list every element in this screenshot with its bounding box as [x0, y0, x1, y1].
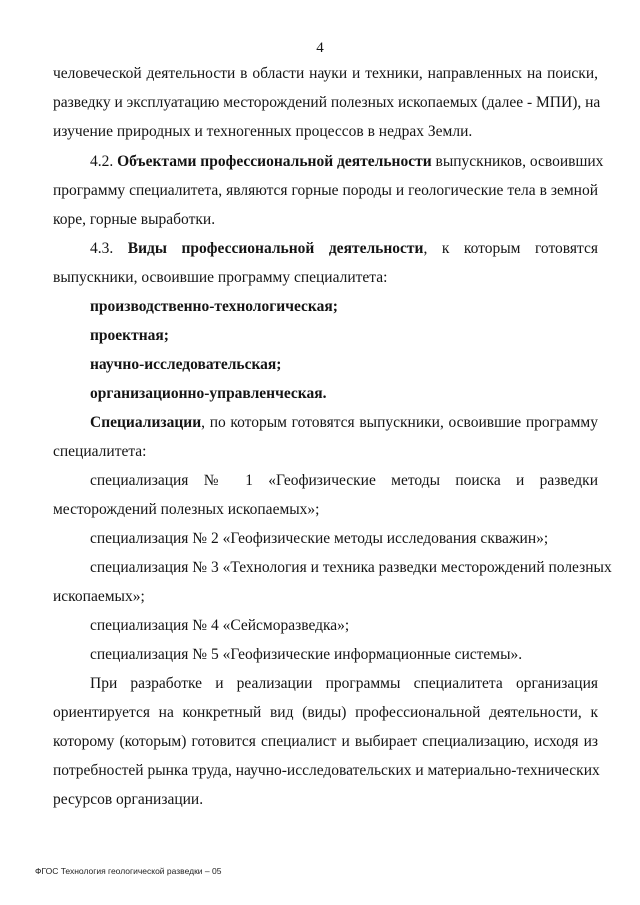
activity-type-item: научно-исследовательская;: [90, 356, 282, 373]
specialization-1-line-1: специализация № 1 «Геофизические методы поиска и разведки: [90, 472, 598, 489]
paragraph-4-3-line-2: выпускники, освоившие программу специалитета:: [53, 269, 388, 286]
paragraph-4-2-line-3: коре, горные выработки.: [53, 211, 216, 228]
paragraph-5-line-5: ресурсов организации.: [53, 791, 204, 808]
specialization-1-line-2: месторождений полезных ископаемых»;: [53, 501, 320, 518]
specialization-5: специализация № 5 «Геофизические информационные системы».: [90, 646, 523, 663]
paragraph-1-line-2: разведку и эксплуатацию месторождений полезных ископаемых (далее - МПИ), на: [53, 94, 601, 111]
bold-term: Объектами профессиональной деятельности: [117, 153, 432, 170]
paragraph-5-line-3: которому (которым) готовится специалист и выбирает специализацию, исходя из: [53, 733, 598, 750]
paragraph-5-line-4: потребностей рынка труда, научно-исследовательских и материально-технических: [53, 762, 600, 779]
activity-type-item: проектная;: [90, 327, 169, 344]
section-number: 4.3.: [90, 240, 114, 257]
paragraph-4-3-line-1: [90, 239, 598, 259]
specialization-2: специализация № 2 «Геофизические методы исследования скважин»;: [90, 530, 549, 547]
specialization-3-line-2: ископаемых»;: [53, 588, 145, 605]
specialization-4: специализация № 4 «Сейсморазведка»;: [90, 617, 350, 634]
paragraph-5-line-1: При разработке и реализации программы специалитета организация: [90, 675, 598, 692]
activity-type-item: производственно-технологическая;: [90, 298, 338, 315]
paragraph-4-2-line-2: программу специалитета, являются горные породы и геологические тела в земной: [53, 182, 598, 199]
paragraph-5-line-2: ориентируется на конкретный вид (виды) профессиональной деятельности, к: [53, 704, 598, 721]
activity-type-item: организационно-управленческая.: [90, 385, 327, 402]
specialization-3-line-1: специализация № 3 «Технология и техника разведки месторождений полезных: [90, 559, 612, 576]
section-number: 4.2.: [90, 153, 114, 170]
page-footer: ФГОС Технология геологической разведки – 05: [35, 866, 222, 876]
line-rest: выпускников, освоивших: [435, 153, 604, 170]
line-rest: , по которым готовятся выпускники, освоившие программу: [201, 414, 598, 431]
specializations-intro-line-2: специалитета:: [53, 443, 147, 460]
bold-term: Специализации: [90, 414, 202, 431]
specializations-intro-line-1: [90, 413, 598, 433]
page-number: 4: [316, 40, 324, 56]
paragraph-4-2-line-1: [90, 152, 604, 172]
paragraph-1-line-3: изучение природных и техногенных процессов в недрах Земли.: [53, 123, 473, 140]
line-rest: , к которым готовятся: [423, 240, 599, 257]
bold-term: Виды профессиональной деятельности: [127, 240, 424, 257]
paragraph-1-line-1: человеческой деятельности в области науки и техники, направленных на поиски,: [53, 65, 598, 82]
